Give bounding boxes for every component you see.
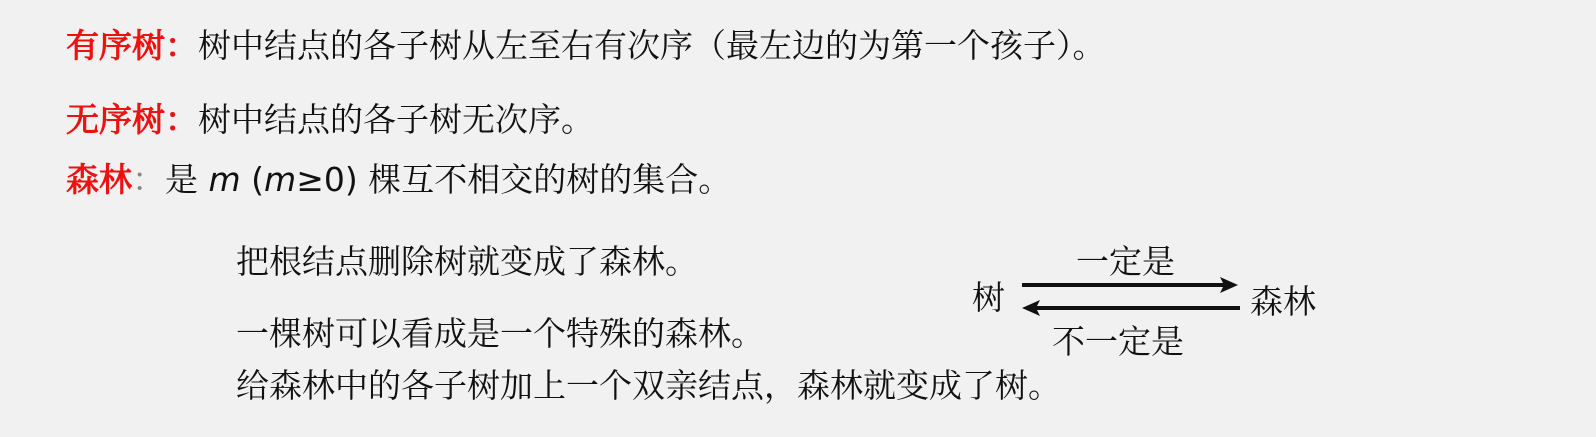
statement-add-parent: 给森林中的各子树加上一个双亲结点，森林就变成了树。 <box>236 366 1061 405</box>
math-open: ( <box>240 160 265 199</box>
diagram-arrows <box>1020 270 1250 320</box>
math-rest: ≥0) <box>296 160 369 199</box>
math-var-m2: m <box>264 160 297 199</box>
diagram-bottom-label: 不一定是 <box>1052 322 1184 361</box>
statement-tree-is-forest: 一棵树可以看成是一个特殊的森林。 <box>236 314 764 353</box>
definition-text-before: 是 <box>165 160 209 199</box>
diagram-right-node: 森林 <box>1250 282 1316 321</box>
term-colon: ： <box>165 26 198 65</box>
math-expression <box>209 160 369 199</box>
term-colon: ： <box>132 160 165 199</box>
definition-text: 树中结点的各子树从左至右有次序（最左边的为第一个孩子）。 <box>198 26 1106 65</box>
statement-remove-root: 把根结点删除树就变成了森林。 <box>236 242 698 281</box>
definition-text: 树中结点的各子树无次序。 <box>198 100 594 139</box>
definition-ordered-tree <box>66 26 1106 66</box>
term-colon: ： <box>165 100 198 139</box>
definition-text-after: 棵互不相交的树的集合。 <box>368 160 732 199</box>
term-unordered-tree: 无序树 <box>66 100 165 139</box>
arrow-left-icon <box>1022 300 1240 316</box>
definition-forest <box>66 160 731 200</box>
arrow-right-icon <box>1022 277 1238 293</box>
diagram-top-label: 一定是 <box>1076 242 1175 281</box>
term-ordered-tree: 有序树 <box>66 26 165 65</box>
diagram-left-node: 树 <box>972 278 1005 317</box>
term-forest: 森林 <box>66 160 132 199</box>
math-var-m: m <box>208 160 241 199</box>
definition-unordered-tree <box>66 100 594 140</box>
